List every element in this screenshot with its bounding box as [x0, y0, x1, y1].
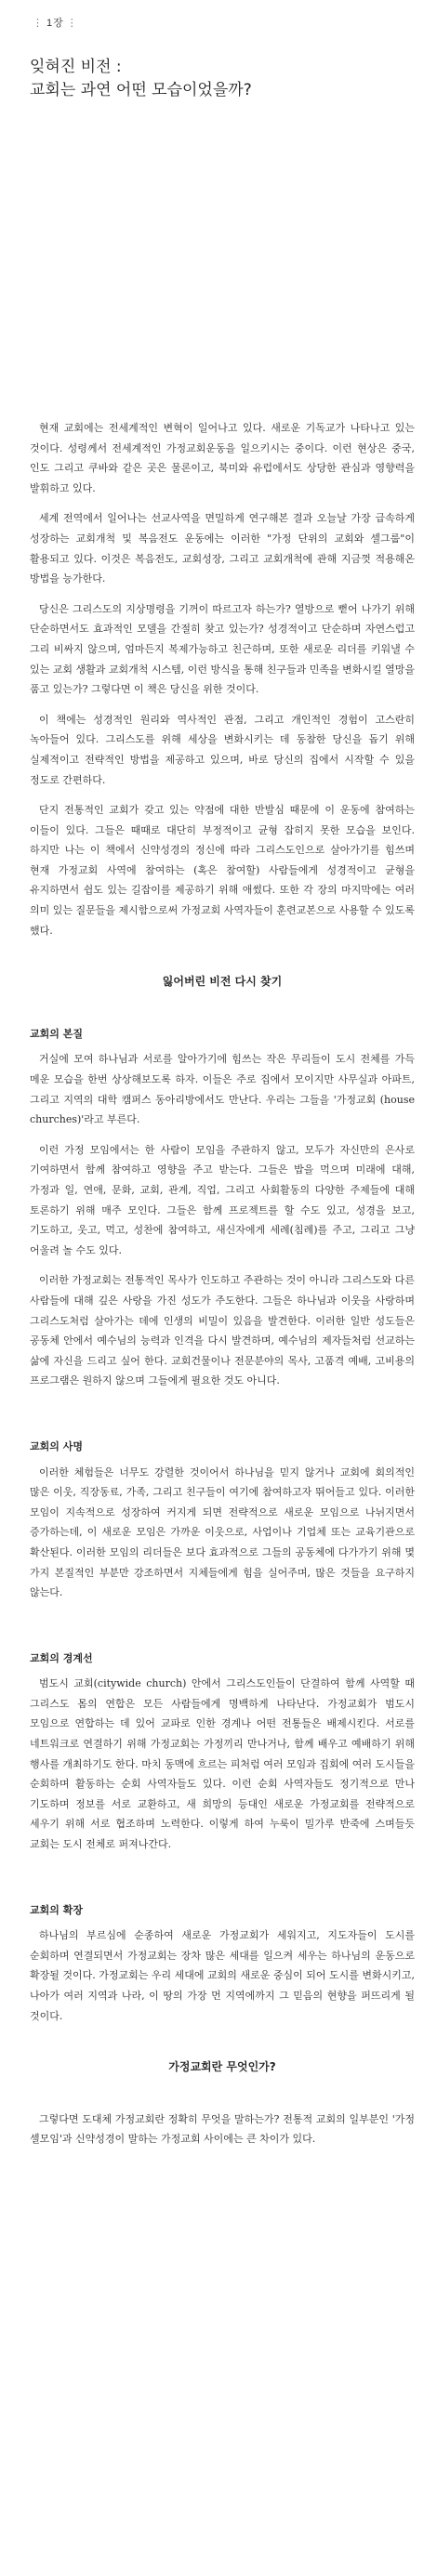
- spacer: [30, 1613, 415, 1632]
- subheading-church-mission: 교회의 사명: [30, 1439, 83, 1452]
- body-paragraph: 그렇다면 도대체 가정교회란 정확히 무엇을 말하는가? 전통적 교회의 일부분인 '가정 셀모임'과 신약성경이 말하는 가정교회 사이에는 큰 차이가 있다.: [30, 2112, 415, 2146]
- chapter-title-line-1: 잊혀진 비전 :: [30, 58, 122, 76]
- intro-paragraph: 현재 교회에는 전세계적인 변혁이 일어나고 있다. 새로운 기독교가 나타나고 있는 것이다. 성령께서 전세계적인 가정교회운동을 일으키시는 중이다. 이런 현상은 중국, 인도 그리고 쿠바와 같은 곳은 물론이고, 북미와 유럽에서도 상당한 관심과 영향력을 발휘하고 있다.: [30, 422, 415, 494]
- chapter-tag: [30, 15, 81, 30]
- subheading-church-boundary: 교회의 경계선: [30, 1651, 93, 1664]
- chapter-title-line-2: 교회는 과연 어떤 모습이었을까?: [30, 81, 252, 99]
- spacer: [30, 1401, 415, 1420]
- body-paragraph: 이러한 체험들은 너무도 강렬한 것이어서 하나님을 믿지 않거나 교회에 회의적인 많은 이웃, 직장동료, 가족, 그리고 친구들이 여기에 참여하고자 뛰어들고 있다. 이러한 모임이 지속적으로 성장하여 커지게 되면 전략적으로 새로운 모임으로 나뉘지면서 증가하는데, 이 새로운 모임은 가까운 이웃으로, 사업이나 기업체 또는 교육기관으로 확산된다. 이러한 모임의 리더들은 보다 효과적으로 그들의 공동체에 다가가기 위해 몇 가지 본질적인 부분만 강조하면서 지체들에게 힘을 실어주며, 많은 것들을 요구하지 않는다.: [30, 1465, 415, 1599]
- section-heading-lost-vision: 잃어버린 비전 다시 찾기: [162, 975, 283, 989]
- body-paragraph: 이런 가정 모임에서는 한 사람이 모임을 주관하지 않고, 모두가 자신만의 은사로 기여하면서 함께 참여하고 영향을 주고 받는다. 그들은 밥을 먹으며 미래에 대해, 가정과 일, 연애, 문화, 교회, 관계, 직업, 그리고 사회활동의 다양한 주제들에 대해 토론하기 위해 매주 모인다. 그들은 함께 프로젝트를 할 수도 있고, 성경을 보고, 기도하고, 웃고, 먹고, 성찬에 참여하고, 새신자에게 세례(침례)를 주고, 그리고 그냥 어울려 놀 수도 있다.: [30, 1143, 415, 1256]
- body-paragraph: 범도시 교회(citywide church) 안에서 그리스도인들이 단결하여 함께 사역할 때 그리스도 몸의 연합은 모든 사람들에게 명백하게 나타난다. 가정교회가 범도시 모임으로 연합하는 데 있어 교파로 인한 경계나 어떤 전통들은 배제시킨다. 서로를 네트워크로 연결하기 위해 가정교회는 가정끼리 만나거나, 함께 배우고 예배하기 위해 행사를 개최하기도 한다. 마치 동맥에 흐르는 피처럼 여러 모임과 집회에 여러 도시들을 순회하며 활동하는 순회 사역자들도 있다. 이런 순회 사역자들도 정기적으로 만나 기도하며 정보를 서로 교환하고, 새 희망의 등대인 새로운 가정교회를 전략적으로 세우기 위해 서로 협조하며 노력한다. 이렇게 하여 누룩이 밀가루 반죽에 스며들듯 교회는 도시 전체로 퍼져나간다.: [30, 1677, 415, 1851]
- subheading-church-expansion: 교회의 확장: [30, 1903, 83, 1916]
- intro-section: [30, 418, 415, 940]
- spacer: [30, 1865, 415, 1884]
- body-paragraph: 이러한 가정교회는 전통적인 목사가 인도하고 주관하는 것이 아니라 그리스도와 다른 사람들에 대해 깊은 사랑을 가진 성도가 주도한다. 그들은 하나님과 이웃을 사랑하며 그리스도처럼 살아가는 데에 인생의 비밀이 있음을 발견한다. 이러한 일반 성도들은 공동체 안에서 예수님의 능력과 인격을 다시 발견하며, 예수님의 제자들처럼 선교하는 삶에 자신을 드리고 싶어 한다. 교회건물이나 전문분야의 목사, 고품격 예배, 고비용의 프로그램은 원하지 않으며 그들에게 필요한 것도 아니다.: [30, 1274, 415, 1387]
- intro-paragraph: 단지 전통적인 교회가 갖고 있는 약점에 대한 반발심 때문에 이 운동에 참여하는 이들이 있다. 그들은 때때로 대단히 부정적이고 균형 잡히지 못한 모습을 보인다. 하지만 나는 이 책에서 신약성경의 정신에 따라 그리스도인으로 살아가기를 힘쓰며 현재 가정교회 사역에 참여하는 (혹은 참여할) 사람들에게 성경적이고 균형을 유지하면서 쉽도 있는 길잡이를 제공하기 위해 애썼다. 또한 각 장의 마지막에는 여러 의미 있는 질문들을 제시함으로써 가정교회 사역자들이 훈련교본으로 사용할 수 있도록 했다.: [30, 804, 416, 937]
- section-heading-what-is-house-church: 가정교회란 무엇인가?: [168, 2060, 276, 2074]
- chapter-label: 1장: [46, 18, 64, 29]
- intro-paragraph: 세계 전역에서 일어나는 선교사역을 면밀하게 연구해본 결과 오늘날 가장 급속하게 성장하는 교회개척 및 복음전도 운동에는 이러한 "가정 단위의 교회와 셀그룹"이 활용되고 있다. 이것은 복음전도, 교회성장, 그리고 교회개척에 관해 지금껏 적용해온 방법을 능가한다.: [30, 512, 415, 585]
- intro-paragraph: 당신은 그리스도의 지상명령을 기꺼이 따르고자 하는가? 열방으로 뻗어 나가기 위해 단순하면서도 효과적인 모델을 간절히 찾고 있는가? 성경적이고 단순하며 자연스럽고 그리 비싸지 않으며, 엄마든지 복제가능하고 친근하며, 또한 새로운 리더를 키워낼 수 있는 교회 생활과 교회개척 시스템, 이런 방식을 통해 친구들과 민족을 변화시킬 열망을 품고 있는가? 그렇다면 이 책은 당신을 위한 것이다.: [30, 602, 415, 696]
- body-paragraph: 하나님의 부르심에 순종하여 새로운 가정교회가 세워지고, 지도자들이 도시를 순회하며 연결되면서 가정교회는 장차 많은 세대를 일으켜 세우는 하나님의 운동으로 확장될 것이다. 가정교회는 우리 세대에 교회의 새로운 중심이 되어 도시를 변화시키고, 나아가 여러 지역과 나라, 이 땅의 가장 먼 지역에까지 그 믿음의 현향을 퍼뜨리게 될 것이다.: [30, 1929, 415, 2022]
- body-paragraph: 거실에 모여 하나님과 서로를 알아가기에 힘쓰는 작은 무리들이 도시 전체를 가득 메운 모습을 한번 상상해보도록 하자. 이들은 주로 집에서 모이지만 사무실과 아파트, 그리고 지역의 대학 캠퍼스 동아리방에서도 만난다. 우리는 그들을 '가정교회 (house churches)'라고 부른다.: [30, 1053, 415, 1126]
- chapter-tag-dots-right: ⋮: [66, 18, 78, 29]
- intro-paragraph: 이 책에는 성경적인 원리와 역사적인 관점, 그리고 개인적인 경험이 고스란히 녹아들어 있다. 그리스도를 위해 세상을 변화시키는 데 동참한 당신을 돕기 위해 실제적이고 전략적인 방법을 제공하고 있으며, 바로 당신의 집에서 시작할 수 있을 정도로 간편하다.: [30, 713, 415, 786]
- chapter-body: [30, 418, 415, 2160]
- chapter-tag-dots-left: ⋮: [33, 18, 44, 29]
- subheading-church-essence: 교회의 본질: [30, 1027, 83, 1040]
- chapter-title: [30, 56, 420, 102]
